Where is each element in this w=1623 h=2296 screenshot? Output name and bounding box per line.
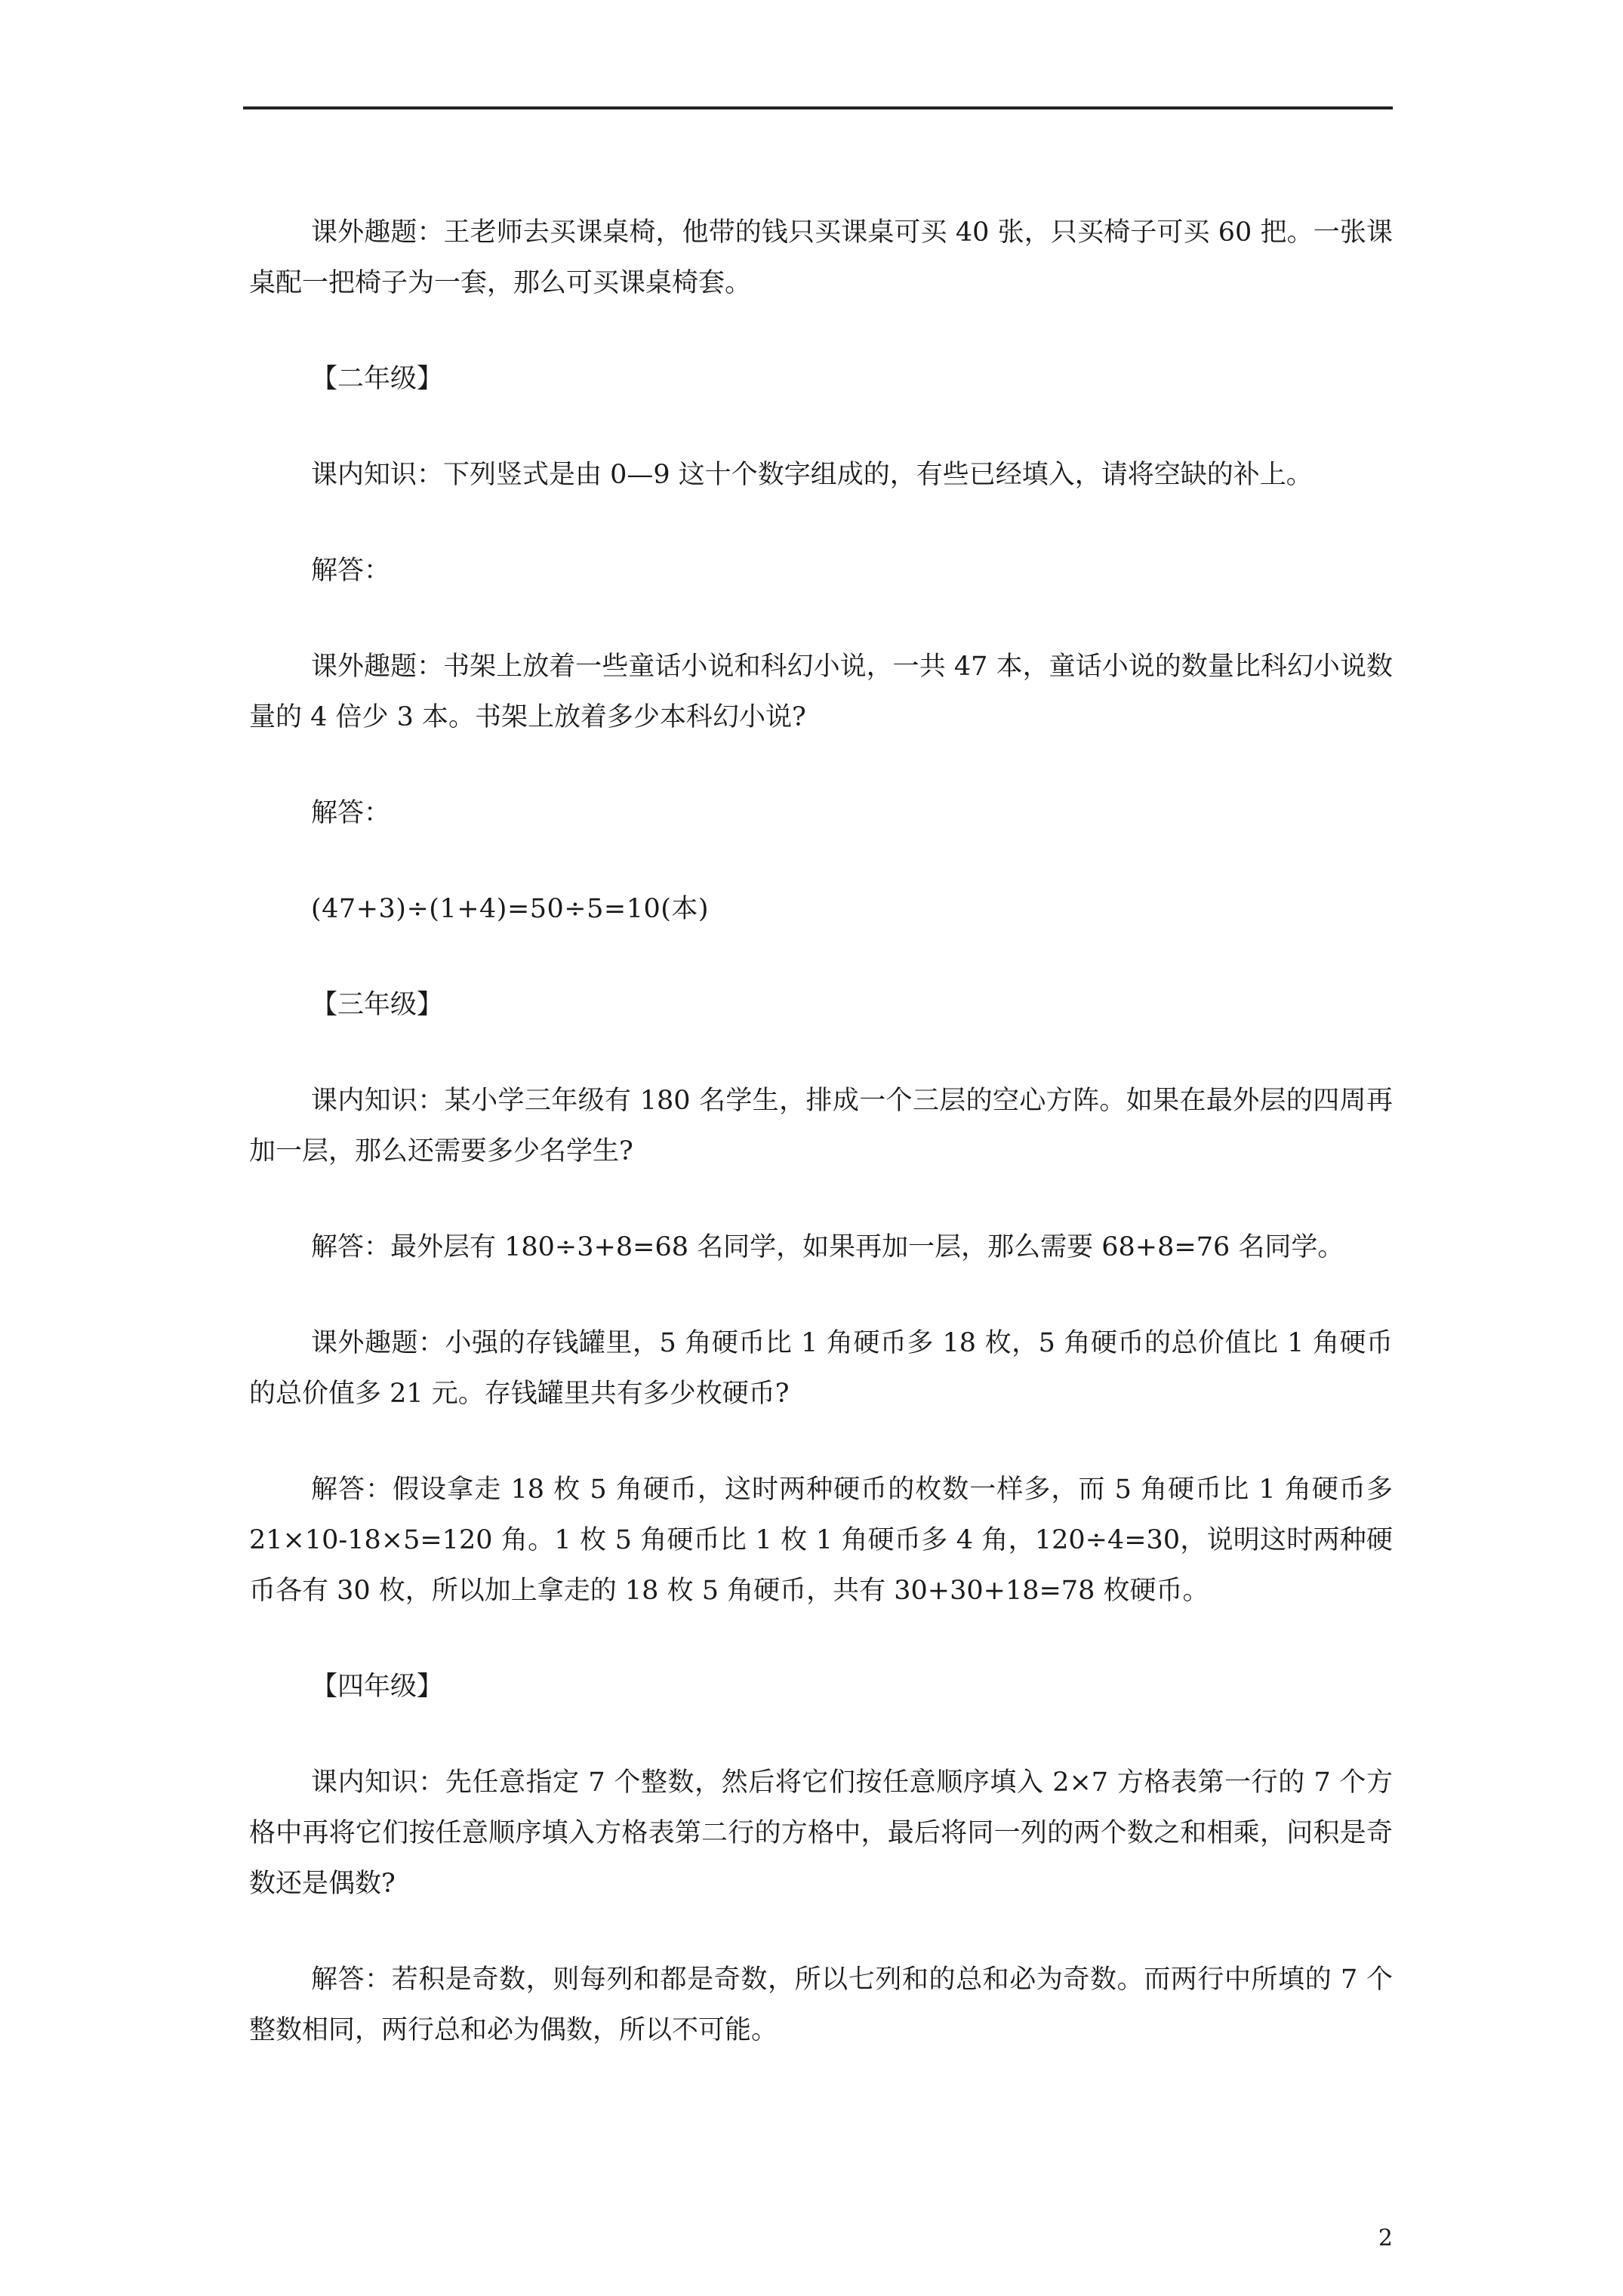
answer-label: 解答： <box>311 798 391 828</box>
page-number: 2 <box>1378 2225 1393 2251</box>
paragraph-grade2-knowledge: 课内知识：下列竖式是由 0—9 这十个数字组成的，有些已经填入，请将空缺的补上。 <box>311 460 1313 490</box>
heading-grade4: 【四年级】 <box>311 1672 444 1702</box>
page-body <box>249 208 1393 2101</box>
heading-grade2: 【二年级】 <box>311 364 444 394</box>
paragraph-grade1-extra-puzzle: 课外趣题：王老师去买课桌椅，他带的钱只买课桌可买 40 张，只买椅子可买 60 把。一张课桌配一把椅子为一套，那么可买课桌椅套。 <box>249 217 1393 298</box>
paragraph-grade4-knowledge: 课内知识：先任意指定 7 个整数，然后将它们按任意顺序填入 2×7 方格表第一行的 7 个方格中再将它们按任意顺序填入方格表第二行的方格中，最后将同一列的两个数之和相乘，问积是奇数还是偶数? <box>249 1767 1393 1899</box>
paragraph-grade3-extra-puzzle: 课外趣题：小强的存钱罐里，5 角硬币比 1 角硬币多 18 枚，5 角硬币的总价值比 1 角硬币的总价值多 21 元。存钱罐里共有多少枚硬币? <box>249 1328 1393 1409</box>
answer-formula: (47+3)÷(1+4)=50÷5=10(本) <box>311 894 710 924</box>
paragraph-grade2-extra-puzzle: 课外趣题：书架上放着一些童话小说和科幻小说，一共 47 本，童话小说的数量比科幻小说数量的 4 倍少 3 本。书架上放着多少本科幻小说? <box>249 652 1393 732</box>
header-rule <box>243 106 1393 109</box>
answer-grade3-knowledge: 解答：最外层有 180÷3+8=68 名同学，如果再加一层，那么需要 68+8=76 名同学。 <box>311 1232 1344 1262</box>
heading-grade3: 【三年级】 <box>311 990 444 1020</box>
paragraph-grade3-knowledge: 课内知识：某小学三年级有 180 名学生，排成一个三层的空心方阵。如果在最外层的四周再加一层，那么还需要多少名学生? <box>249 1086 1393 1166</box>
answer-grade4-knowledge: 解答：若积是奇数，则每列和都是奇数，所以七列和的总和必为奇数。而两行中所填的 7 个整数相同，两行总和必为偶数，所以不可能。 <box>249 1965 1393 2045</box>
answer-label: 解答： <box>311 556 391 586</box>
answer-grade3-extra-puzzle: 解答：假设拿走 18 枚 5 角硬币，这时两种硬币的枚数一样多，而 5 角硬币比 1 角硬币多 21×10-18×5=120 角。1 枚 5 角硬币比 1 枚 1 角硬币多 4 角，120÷4=30，说明这时两种硬币各有 30 枚，所以加上拿走的 18 枚 5 角硬币，共有 30+30+18=78 枚硬币。 <box>249 1475 1393 1606</box>
